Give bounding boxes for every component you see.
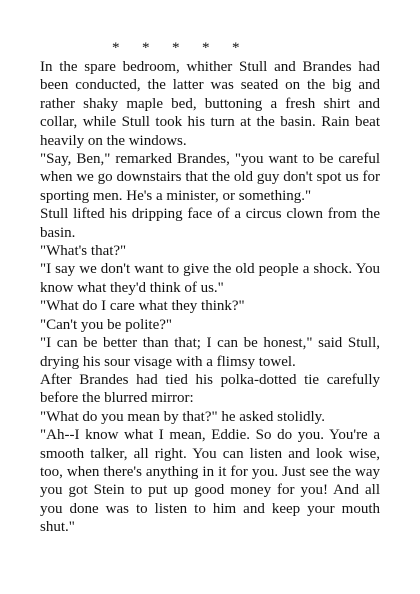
paragraph: "Say, Ben," remarked Brandes, "you want to be careful when we go downstairs that the old guy don't spot us for sporting men. He's a minister, or something." [40, 151, 380, 204]
paragraph: In the spare bedroom, whither Stull and Brandes had been conducted, the latter was seated on the big and rather shaky maple bed, buttoning a fresh shirt and collar, while Stull took his turn at the basin. Rain beat heavily on the windows. [40, 59, 380, 149]
paragraph: Stull lifted his dripping face of a circus clown from the basin. [40, 206, 380, 241]
paragraph: After Brandes had tied his polka-dotted tie carefully before the blurred mirror: [40, 371, 380, 407]
paragraph: "I say we don't want to give the old people a shock. You know what they'd think of us." [40, 261, 380, 296]
paragraph: "Can't you be polite?" [40, 316, 173, 333]
paragraph: "What do you mean by that?" he asked stolidly. [40, 408, 325, 425]
paragraph: "I can be better than that; I can be honest," said Stull, drying his sour visage with a flimsy towel. [40, 335, 380, 370]
paragraph: "Ah--I know what I mean, Eddie. So do you. You're a smooth talker, all right. You can listen and look wise, too, when there's anything in it for you. Just see the way you got Stein to put up good money for you! And all you done was to listen to him and keep your mouth shut." [40, 427, 380, 536]
book-page [40, 38, 380, 537]
section-separator: * * * * * [112, 40, 240, 56]
paragraph: "What do I care what they think?" [40, 298, 245, 315]
paragraph: "What's that?" [40, 243, 127, 260]
